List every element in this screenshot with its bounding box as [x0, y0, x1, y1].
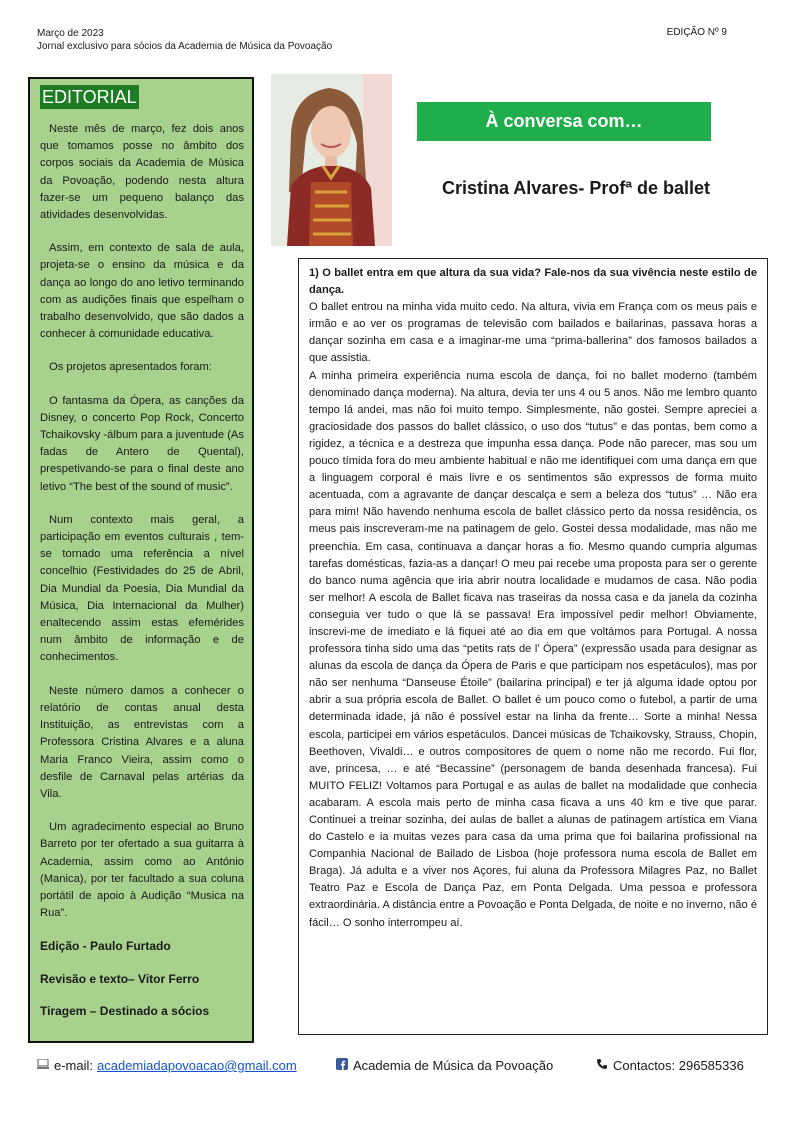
editorial-paragraph: Assim, em contexto de sala de aula, projeta-se o ensino da música e da dança ao longo do ano letivo terminando com as audições finais que espelham o trabalho desenvolvido, que são dados a conhecer à comunidade educativa.: [40, 242, 244, 341]
portrait-photo: [271, 74, 392, 246]
editorial-paragraph: Neste mês de março, fez dois anos que tomamos posse no âmbito dos corpos sociais da Academia de Música da Povoação, podendo nesta altura fazer-se um pequeno balanço das atividades desenvolvidas.: [40, 123, 244, 222]
credit-revision: Revisão e texto– Vitor Ferro: [40, 971, 200, 986]
interview-question: 1) O ballet entra em que altura da sua vida? Fale-nos da sua vivência neste estilo de dança.: [309, 267, 757, 297]
portrait-illustration: [271, 74, 392, 246]
computer-icon: [37, 1058, 49, 1073]
credit-edition: Edição - Paulo Furtado: [40, 939, 171, 954]
header-info: [37, 27, 332, 53]
credit-print-run: Tiragem – Destinado a sócios: [40, 1003, 210, 1018]
interviewee-title: Cristina Alvares- Profª de ballet: [441, 178, 711, 198]
email-label: e-mail:: [54, 1058, 94, 1073]
phone-icon: [596, 1058, 608, 1073]
editorial-title: EDITORIAL: [42, 87, 137, 107]
footer-facebook: [336, 1058, 553, 1073]
interview-answer-paragraph: O ballet entrou na minha vida muito cedo. Na altura, vivia em França com os meus pais e irmão e ao ver os programas de televisão com bailados e bailarinas, passava horas a dançar sozinha em casa e a imaginar-me uma “prima-ballerina” dos famosos bailados a que assistia.: [309, 301, 757, 365]
interview-article: [298, 258, 768, 1035]
interview-answer-paragraph: A minha primeira experiência numa escola de dança, foi no ballet moderno (também denominado dança moderna). Na altura, devia ter uns 4 ou 5 anos. Não me lembro quanto tempo lá andei, mas não foi muito tempo. Simplesmente, não gostei. Sempre apreciei a graciosidade dos passos do ballet clássico, o uso dos “tutus” e das pontas, bem como a rigidez, a técnica e a destreza que impunha essa dança. Pode não parecer, mas sou um pouco tímida fora do meu ambiente habitual e não me identifiquei com uma dança em que a linguagem corporal é mais livre e os sentimentos são expressos de forma muito acentuada, com a agravante de dançar descalça e sem a beleza dos “tutus” … Não era para mim! Não havendo nenhuma escola de ballet clássico perto da nossa residência, os meus pais inscreveram-me na patinagem de gelo. Gostei dessa modalidade, mas não me preenchia. Em casa, continuava a dançar horas a fio. Mesmo quando cumpria algumas tarefas domésticas, fazia-as a dançar! O meu pai recebe uma proposta para ser o gerente do banco numa agência que iria abrir noutra localidade e mudamos de casa. Não podia ser melhor! A escola de Ballet ficava nas traseiras da nossa casa e da janela da cozinha conseguia ver tudo o que lá se passava! Era impossível pedir melhor! Obviamente, inscrevi-me de imediato e lá fiquei até ao dia em que voltámos para Portugal. A nossa professora tinha sido uma das “petits rats de l’ Ópera” (expressão usada para designar as alunas da escola de dança da Ópera de Paris e que participam nos espetáculos), mas por não ser nenhuma “Danseuse Étoile” (bailarina principal) e ter já alguma idade optou por abrir a sua própria escola de Ballet. O ballet é um pouco como o futebol, a partir de uma determinada idade, já não é possível estar na linha da frente… Sorte a minha! Nessa escola, participei em vários espetáculos. Dancei músicas de Tchaikovsky, Strauss, Chopin, Beethoven, Vivaldi… e outros compositores de quem o nome não me recordo. Fui flor, ave, princesa, … e até “Becassine” (personagem de banda desenhada francesa). Fui MUITO FELIZ! Voltamos para Portugal e as aulas de ballet na modalidade que conhecia acabaram. A escola mais perto de minha casa ficava a uns 40 km e tive que parar. Continuei a treinar sozinha, dei aulas de ballet a alunas de patinagem artística em Viana do Castelo e ia muitas vezes para casa da uma prima que foi bailarina profissional na Companhia Nacional de Bailado de Lisboa (hoje professora numa escola de Ballet em Braga). Já adulta e a viver nos Açores, fui aluna da Professora Milagres Paz, no Ballet Teatro Paz e Escola de Dança Paz, em Ponta Delgada. Uma pessoa e professora extraordinária. A distância entre a Povoação e Ponta Delgada, de noite e no inverno, não é fácil… O sonho interrompeu aí.: [309, 369, 757, 929]
issue-date: Março de 2023: [37, 28, 104, 39]
facebook-page-name[interactable]: Academia de Música da Povoação: [353, 1058, 554, 1073]
contact-phone: Contactos: 296585336: [613, 1058, 744, 1073]
footer-email: [37, 1058, 297, 1073]
editorial-sidebar: [28, 77, 254, 1043]
newsletter-subtitle: Jornal exclusivo para sócios da Academia de Música da Povoação: [37, 41, 333, 52]
editorial-paragraph: Num contexto mais geral, a participação em eventos culturais , tem-se tornado uma referência a nível concelhio (Festividades do 25 de Abril, Dia Mundial da Poesia, Dia Mundial da Música, Dia Internacional da Mulher) enaltecendo assim estas efemérides num âmbito de informação e de conhecimentos.: [40, 513, 244, 664]
edition-number: EDIÇÃO Nº 9: [666, 27, 727, 38]
interview-banner: À conversa com…: [417, 102, 711, 141]
editorial-paragraph: Neste número damos a conhecer o relatório de contas anual desta Instituição, as entrevistas com a Professora Cristina Alvares e a aluna Maria Franco Vieira, assim como o desfile de Carnaval pelas artérias da Vila.: [40, 684, 244, 800]
editorial-paragraph: Os projetos apresentados foram:: [49, 361, 212, 374]
editorial-paragraph: O fantasma da Ópera, as canções da Disney, o concerto Pop Rock, Concerto Tchaikovsky -álbum para a juventude (As fadas de Antero de Quental), prespetivando-se para o final deste ano letivo “The best of the sound of music”.: [40, 394, 244, 493]
email-link[interactable]: academiadapovoacao@gmail.com: [97, 1058, 297, 1073]
footer-contacts: [596, 1058, 744, 1073]
editorial-paragraph: Um agradecimento especial ao Bruno Barreto por ter ofertado a sua guitarra à Academia, assim como ao António (Manica), por ter facultado a sua coluna portátil de apoio à Audição “Musica na Rua”.: [40, 821, 244, 920]
facebook-icon: [336, 1058, 348, 1073]
